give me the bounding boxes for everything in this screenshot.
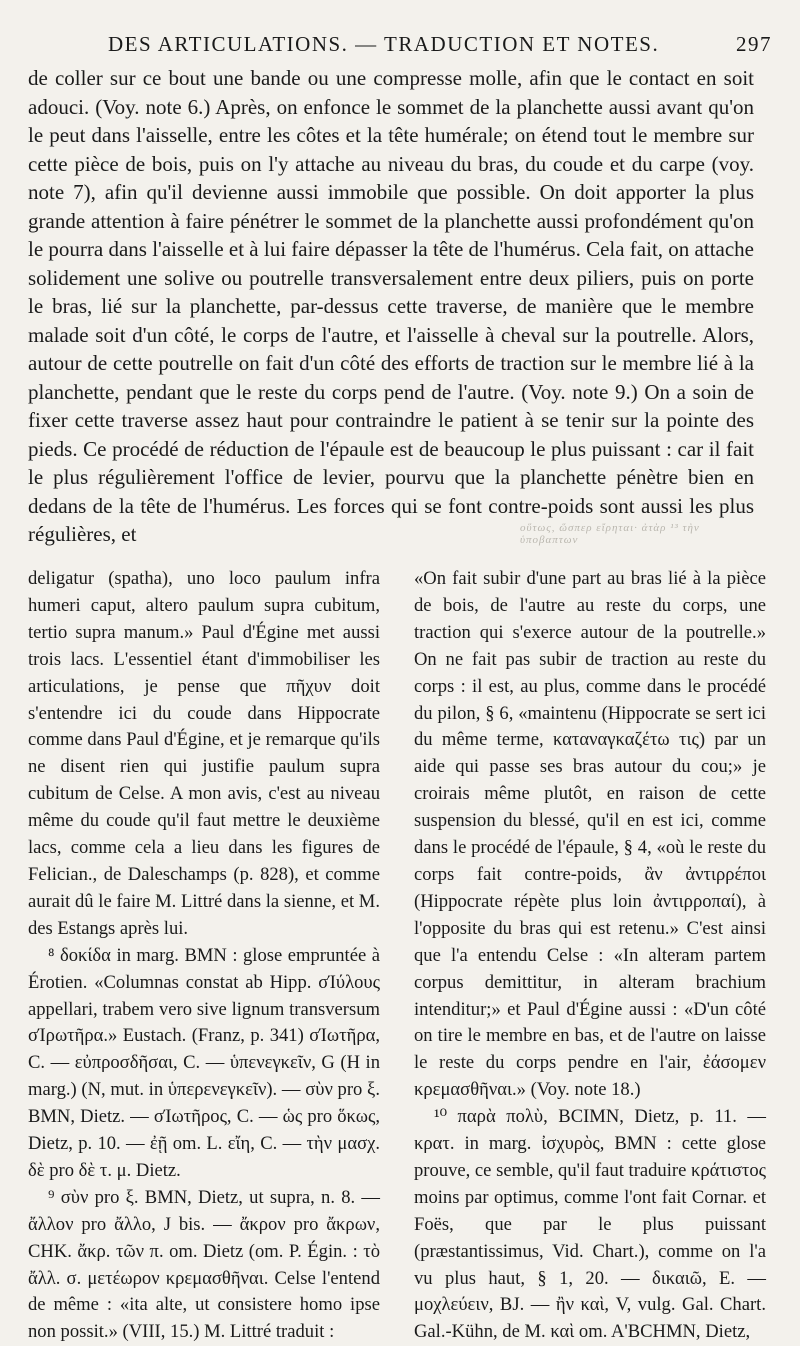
main-paragraph: de coller sur ce bout une bande ou une compresse molle, afin que le contact en soit adouci. (Voy. note 6.) Après, on enfonce le sommet de la planchette aussi avant qu'on le peut dans l'aisselle, entre les côtes et la tête humérale; on étend tout le membre sur cette pièce de bois, puis on l'y attache au niveau du bras, du coude et du carpe (voy. note 7), afin qu'il devienne aussi immobile que possible. On doit apporter la plus grande attention à faire pénétrer le sommet de la planchette aussi profondément qu'on le pourra dans l'aisselle et à lui faire dépasser la tête de l'humérus. Cela fait, on attache solidement une solive ou poutrelle transversalement entre deux piliers, puis on porte le bras, lié sur la planchette, par-dessus cette traverse, de manière que le membre malade soit d'un côté, le corps de l'autre, et l'aisselle à cheval sur la poutrelle. Alors, autour de cette poutrelle on fait d'un côté des efforts de traction sur le membre lié à la planchette, pendant que le reste du corps pend de l'autre. (Voy. note 9.) On a soin de fixer cette traverse assez haut pour contraindre le patient à se tenir sur la pointe des pieds. Ce procédé de réduction de l'épaule est de beaucoup le plus puissant : car il fait le plus régulièrement l'office de levier, pourvu que la planchette pénètre bien en dedans de la tête de l'humérus. Les forces qui se font contre-poids sont aussi les plus régulières, et — [28, 66, 754, 546]
notes-right-column — [414, 566, 766, 1346]
footnote-10: ¹⁰ παρὰ πολὺ, BCIMN, Dietz, p. 11. — κρατ. in marg. ἰσχυρὸς, BMN : cette glose prouve, ce semble, qu'il faut traduire κράτιστος moins par optimus, comme l'ont fait Cornar. et Foës, que par le plus puissant (præstantissimus, Vid. Chart.), comme on l'a vu plus haut, § 1, 20. — δικαιῶ, E. — μοχλεύειν, BJ. — ἢν καὶ, V, vulg. Gal. Chart. Gal.-Kühn, de M. καὶ om. A'BCHMN, Dietz, — [414, 1106, 767, 1343]
running-title: DES ARTICULATIONS. — TRADUCTION ET NOTES. — [108, 32, 660, 56]
bleed-through-text: οὕτως, ὥσπερ εἴρηται· ἀτὰρ ¹³ τὴν ὑποβαπτων — [520, 522, 700, 546]
page-number: 297 — [736, 32, 772, 56]
note-continuation: deligatur (spatha), uno loco paulum infra humeri caput, altero paulum supra cubitum, tertio supra manum.» Paul d'Égine met aussi trois lacs. L'essentiel étant d'immobiliser les articulations, je pense que πῆχυν doit s'entendre ici du coude dans Hippocrate comme dans Paul d'Égine, et je remarque qu'ils ne disent rien qui justifie paulum supra cubitum de Celse. A mon avis, c'est au niveau même du coude qu'il faut mettre le deuxième lacs, comme cela a lieu dans les figures de Felician., de Daleschamps (p. 828), et comme aurait dû le faire M. Littré dans la sienne, et M. des Estangs après lui. — [28, 568, 380, 939]
note-continuation-right: «On fait subir d'une part au bras lié à la pièce de bois, de l'autre au reste du corps, une traction qui s'exerce autour de la poutrelle.» On ne fait pas subir de traction au reste du corps : il est, au plus, comme dans le procédé du pilon, § 6, «maintenu (Hippocrate se sert ici du même terme, καταναγκαζέτω τις) par un aide qui passe ses bras autour du cou;» je croirais même plutôt, en raison de cette suspension du blessé, qu'il en est ici, comme dans le procédé de l'épaule, § 4, «où le reste du corps fait contre-poids, ἂν ἀντιρρέποι (Hippocrate répète plus loin ἀντιρροπαί), à l'opposite du bras qui est retenu.» C'est ainsi que l'a entendu Celse : «In alteram partem corpus demittitur, in alteram brachium intenditur;» et Paul d'Égine aussi : «D'un côté on tire le membre en bas, et de l'autre on laisse le reste du corps pendre en l'air, ἐάσομεν κρεμασθῆναι.» (Voy. note 18.) — [414, 568, 766, 1101]
main-translation-text — [28, 64, 754, 549]
footnote-9: ⁹ σὺν pro ξ. BMN, Dietz, ut supra, n. 8. — ἄλλον pro ἄλλο, J bis. — ἄκρον pro ἄκρων, CHK. ἄκρ. τῶν π. om. Dietz (om. P. Égin. : τὸ ἄλλ. σ. μετέωρον κρεμασθῆναι. Celse l'entend de même : «ita alte, ut consistere homo ipse non possit.» (VIII, 15.) M. Littré traduit : — [28, 1186, 380, 1343]
footnote-8: ⁸ δοκίδα in marg. BMN : glose empruntée à Érotien. «Columnas constat ab Hipp. σΊύλους appellari, trabem vero sive lignum transversum σΊρωτῆρα.» Eustach. (Franz, p. 341) σΊωτῆρα, C. — εὐπροσδῆσαι, C. — ὑπενεγκεῖν, G (H in marg.) (N, mut. in ὑπερενεγκεῖν). — σὺν pro ξ. BMN, Dietz. — σΊωτῆρος, C. — ὡς pro ὅκως, Dietz, p. 10. — ἐῇ om. L. εἴη, C. — τὴν μασχ. δὲ pro δὲ τ. μ. Dietz. — [28, 944, 380, 1181]
running-header — [28, 32, 772, 62]
notes-left-column — [28, 566, 380, 1346]
